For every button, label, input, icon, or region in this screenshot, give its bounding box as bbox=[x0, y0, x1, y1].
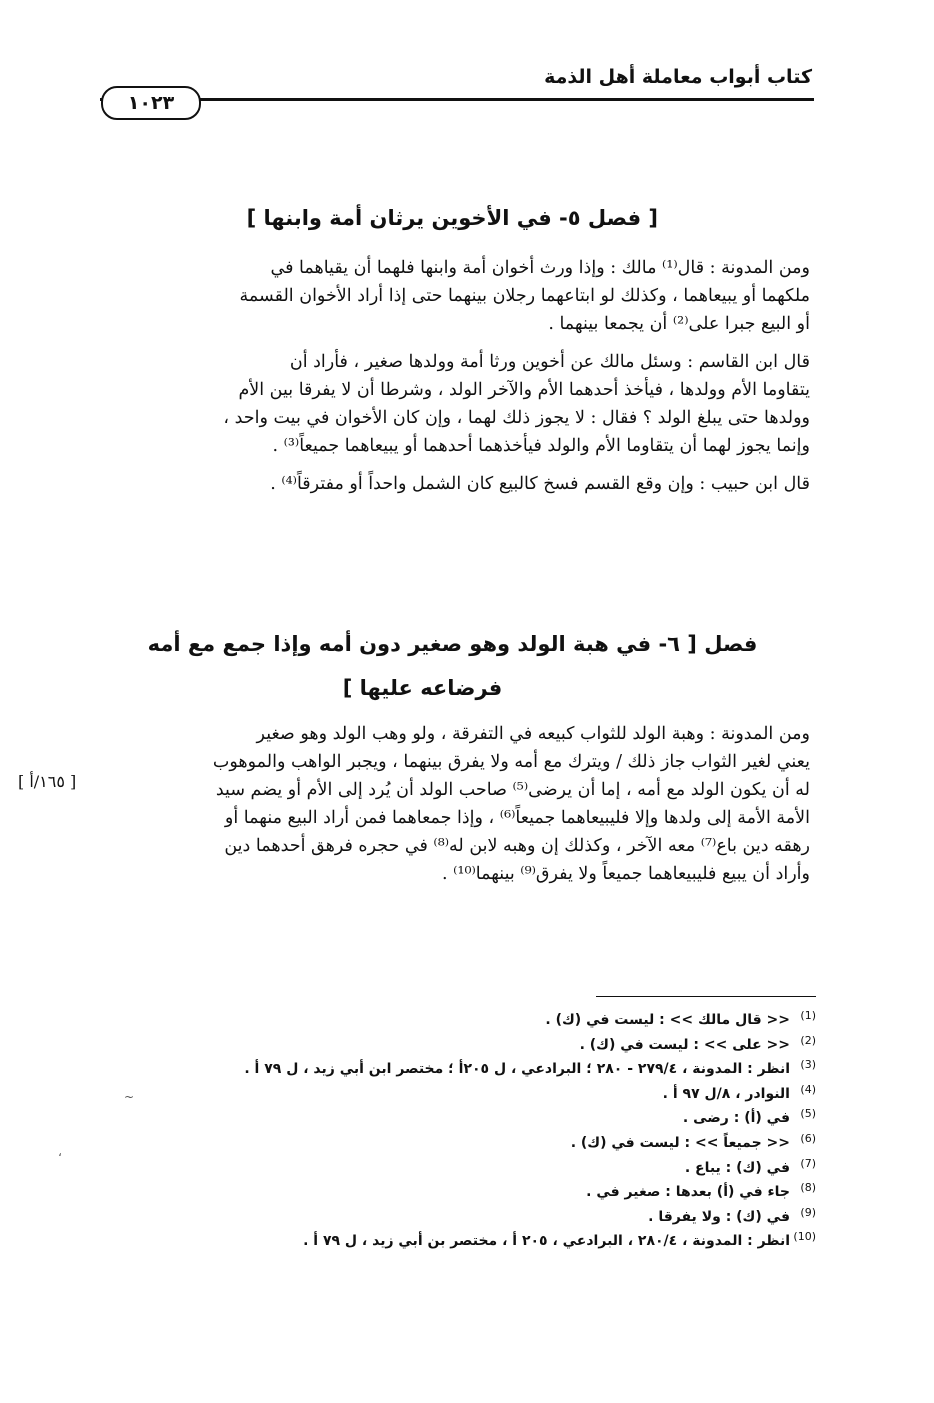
footnote-text: << على >> : ليست في (ك) . bbox=[579, 1036, 790, 1053]
running-title: كتاب أبواب معاملة أهل الذمة bbox=[544, 66, 812, 88]
footnote bbox=[96, 1106, 816, 1131]
footnote-number: (5) bbox=[800, 1107, 816, 1121]
paragraph bbox=[120, 348, 810, 460]
footnote-number: (3) bbox=[800, 1058, 816, 1072]
section-5-body bbox=[120, 254, 810, 498]
text-line: رهقه دين باع⁽⁷⁾ معه الآخر ، وكذلك إن وهبه لابن له⁽⁸⁾ في حجره فرهق أحدهما دين bbox=[224, 836, 810, 856]
footnote-number: (4) bbox=[800, 1082, 816, 1096]
text-line: وأراد أن يبيع فليبيعاهما جميعاً ولا يفرق⁽⁹⁾ بينهما⁽¹⁰⁾ . bbox=[442, 864, 810, 884]
text-line: الأمة الأمة إلى ولدها وإلا فليبيعاهما جميعاً⁽⁶⁾ ، وإذا جمعاهما فمن أراد البيع منهما أو bbox=[224, 808, 810, 828]
footnote-text: << جميعاً >> : ليست في (ك) . bbox=[570, 1134, 790, 1151]
footnote-number: (7) bbox=[800, 1156, 816, 1170]
footnote-rule bbox=[596, 996, 816, 997]
footnote-text: انظر : المدونة ، ٢٨٠/٤ ، البرادعي ، ٢٠٥ أ ، مختصر بن أبي زيد ، ل ٧٩ أ . bbox=[303, 1233, 790, 1250]
scan-mark: ، bbox=[58, 1145, 62, 1159]
scan-mark: ~ bbox=[124, 1090, 135, 1104]
footnote-text: النوادر ، ٨/ل ٩٧ أ . bbox=[662, 1085, 790, 1102]
text-line: أو البيع جبرا على⁽²⁾ أن يجمعا بينهما . bbox=[548, 314, 810, 334]
section-6-title-line-2: فرضاعه عليها ] bbox=[342, 676, 503, 700]
footnote bbox=[96, 1229, 816, 1254]
header-rule bbox=[100, 98, 814, 101]
footnote-text: جاء في (أ) بعدها : صغير في . bbox=[586, 1184, 790, 1201]
text-line: قال ابن القاسم : وسئل مالك عن أخوين ورثا أمة وولدها صغير ، فأراد أن bbox=[289, 352, 810, 372]
footnote-text: في (ك) : يباع . bbox=[684, 1159, 790, 1176]
footnote-number: (9) bbox=[800, 1205, 816, 1219]
paragraph bbox=[120, 720, 810, 888]
page-number: ١٠٢٣ bbox=[101, 86, 201, 120]
paragraph bbox=[120, 470, 810, 498]
footnote-number: (2) bbox=[800, 1033, 816, 1047]
section-5-title: [ فصل ٥- في الأخوين يرثان أمة وابنها ] bbox=[246, 206, 658, 230]
footnote bbox=[96, 1008, 816, 1033]
footnote-text: انظر : المدونة ، ٢٧٩/٤ - ٢٨٠ ؛ البرادعي ، ل ٢٠٥أ ؛ مختصر ابن أبي زيد ، ل ٧٩ أ . bbox=[244, 1061, 790, 1078]
text-line: وولدها حتى يبلغ الولد ؟ فقال : لا يجوز ذلك لهما ، وإن كان الأخوان في بيت واحد ، bbox=[223, 408, 810, 428]
text-line: ملكهما أو يبيعاهما ، وكذلك لو ابتاعهما رجلان بينهما حتى إذا أراد الأخوان القسمة bbox=[239, 286, 810, 306]
footnote bbox=[96, 1082, 816, 1107]
text-line: يعني لغير الثواب جاز ذلك / ويترك مع أمه ولا يفرق بينهما ، ويجبر الواهب والموهوب bbox=[212, 752, 810, 772]
text-line: قال ابن حبيب : وإن وقع القسم فسخ كالبيع كان الشمل واحداً أو مفترقاً⁽⁴⁾ . bbox=[270, 474, 810, 494]
footnote bbox=[96, 1156, 816, 1181]
text-line: ومن المدونة : وهبة الولد للثواب كبيعه في التفرقة ، ولو وهب الولد وهو صغير bbox=[256, 724, 810, 744]
footnotes bbox=[96, 1008, 816, 1254]
footnote-text: في (ك) : ولا يفرقا . bbox=[648, 1208, 790, 1225]
footnote-text: في (أ) : رضى . bbox=[682, 1110, 790, 1127]
footnote bbox=[96, 1131, 816, 1156]
text-line: ومن المدونة : قال⁽¹⁾ مالك : وإذا ورث أخوان أمة وابنها فلهما أن يقياهما في bbox=[270, 258, 810, 278]
footnote-number: (10) bbox=[793, 1230, 816, 1244]
footnote-number: (6) bbox=[800, 1131, 816, 1145]
section-6-title-line-1: فصل [ ٦- في هبة الولد وهو صغير دون أمه وإذا جمع مع أمه bbox=[147, 632, 758, 656]
footnote-text: << قال مالك >> : ليست في (ك) . bbox=[545, 1012, 790, 1028]
footnote bbox=[96, 1180, 816, 1205]
text-line: وإنما يجوز لهما أن يتقاوما الأم والولد فيأخذهما أحدهما أو يبيعاهما جميعاً⁽³⁾ . bbox=[272, 436, 810, 456]
footnote-number: (1) bbox=[800, 1009, 816, 1022]
footnote bbox=[96, 1033, 816, 1058]
text-line: يتقاوما الأم وولدها ، فيأخذ أحدهما الأم والآخر الولد ، وشرطا أن لا يفرقا بين الأم bbox=[238, 380, 810, 400]
text-line: له أن يكون الولد مع أمه ، إما أن يرضى⁽⁵⁾ صاحب الولد أن يُرد إلى الأم أو يضم سيد bbox=[215, 780, 810, 800]
section-6-body bbox=[120, 720, 810, 888]
footnote-number: (8) bbox=[800, 1181, 816, 1195]
paragraph bbox=[120, 254, 810, 338]
footnote bbox=[96, 1205, 816, 1230]
manuscript-folio-note: [ ١٦٥/أ ] bbox=[18, 772, 77, 791]
footnote bbox=[96, 1057, 816, 1082]
